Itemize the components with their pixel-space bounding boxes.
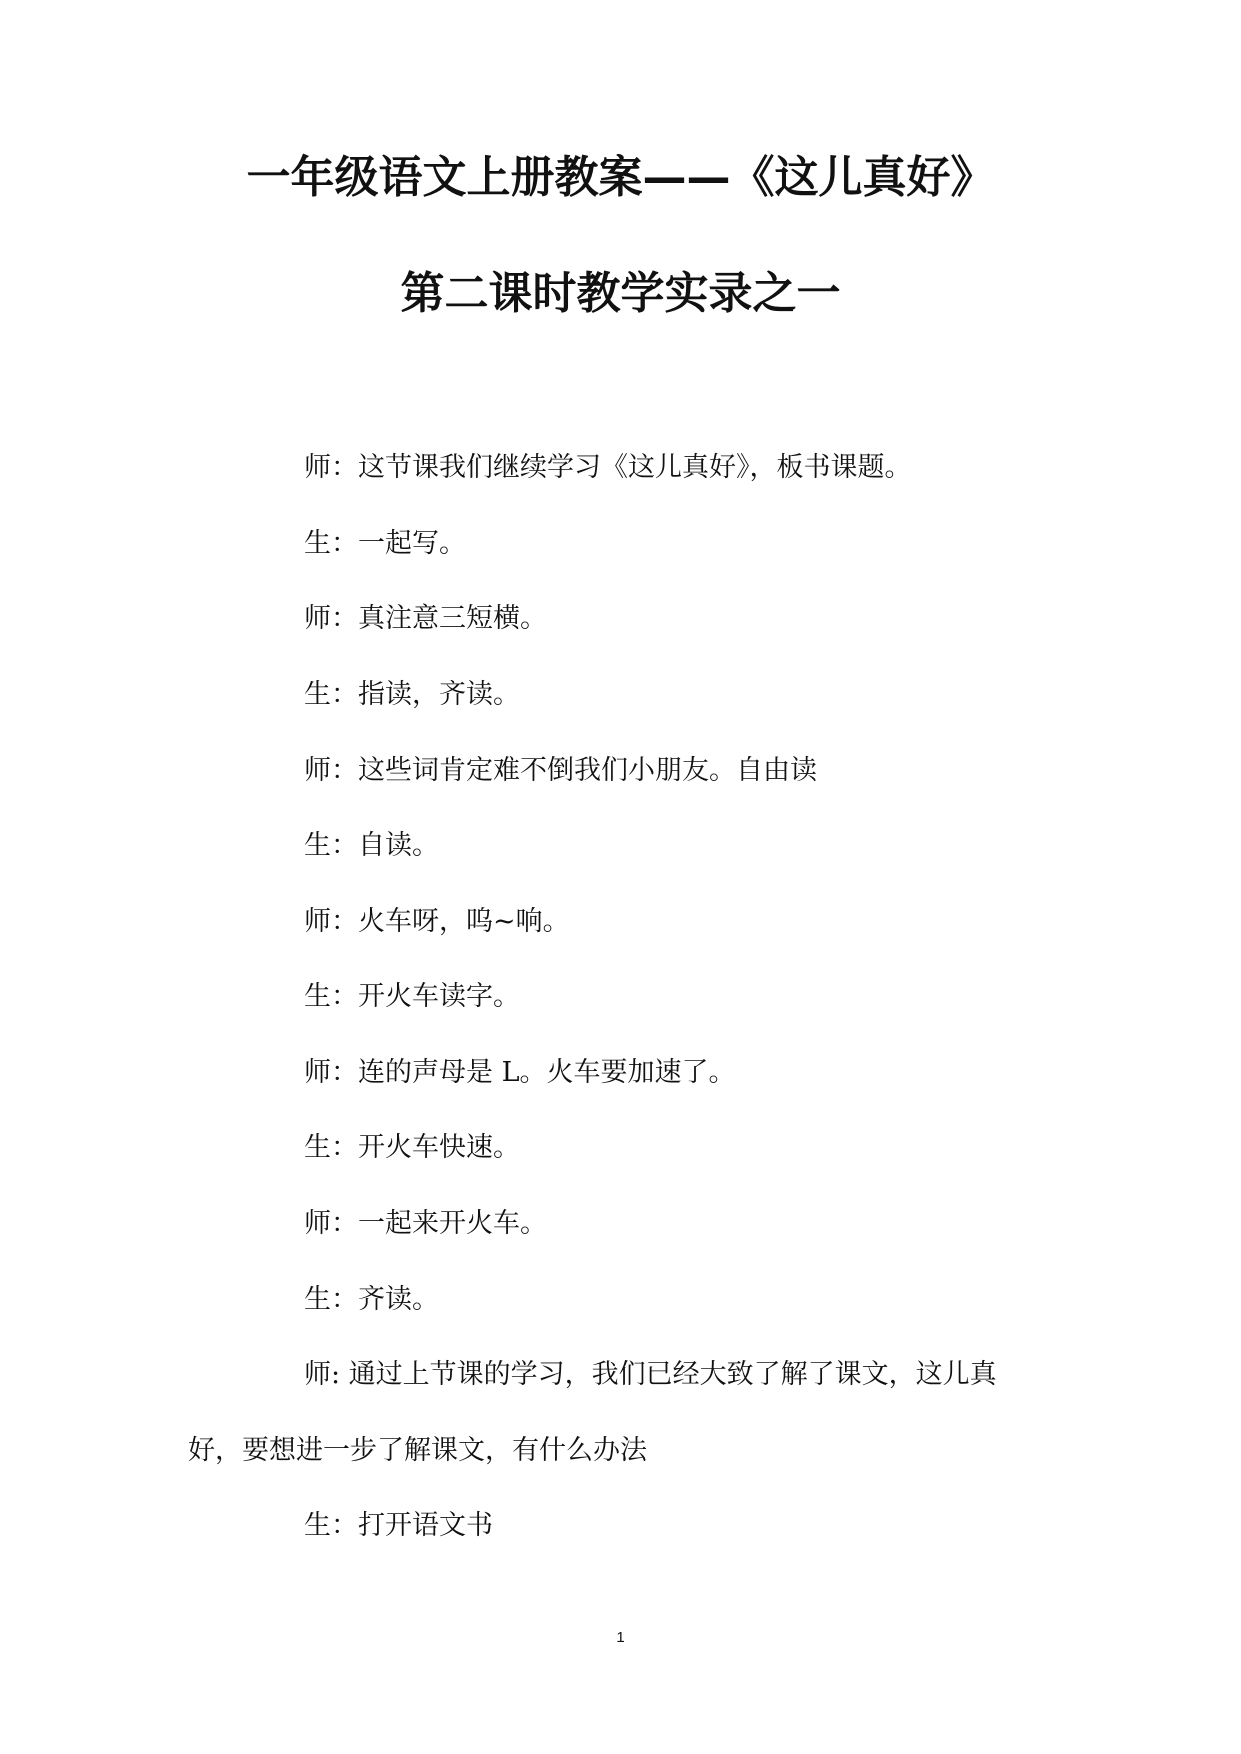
paragraph: 师：这节课我们继续学习《这儿真好》，板书课题。: [304, 452, 912, 483]
paragraph: 师：火车呀，呜~响。: [304, 906, 570, 937]
page-number: 1: [616, 1629, 625, 1646]
document-title-line-1: 一年级语文上册教案——《这儿真好》: [246, 152, 995, 203]
paragraph: 生：开火车读字。: [304, 981, 520, 1012]
paragraph: 生：一起写。: [304, 528, 466, 559]
paragraph: 生：齐读。: [304, 1284, 439, 1315]
paragraph: 师：真注意三短横。: [304, 603, 547, 634]
paragraph: 师：连的声母是 L。火车要加速了。: [304, 1057, 736, 1088]
paragraph: 师：这些词肯定难不倒我们小朋友。自由读: [304, 755, 817, 786]
paragraph-long-line-2: 好，要想进一步了解课文，有什么办法: [188, 1435, 647, 1466]
paragraph: 生：自读。: [304, 830, 439, 861]
document-title-line-2: 第二课时教学实录之一: [400, 268, 841, 319]
paragraph: 师：一起来开火车。: [304, 1208, 547, 1239]
paragraph: 生：指读，齐读。: [304, 679, 520, 710]
paragraph-long-line-1: 师: 通过上节课的学习，我们已经大致了解了课文，这儿真: [304, 1359, 997, 1390]
paragraph: 生：开火车快速。: [304, 1132, 520, 1163]
paragraph: 生：打开语文书: [304, 1510, 493, 1541]
